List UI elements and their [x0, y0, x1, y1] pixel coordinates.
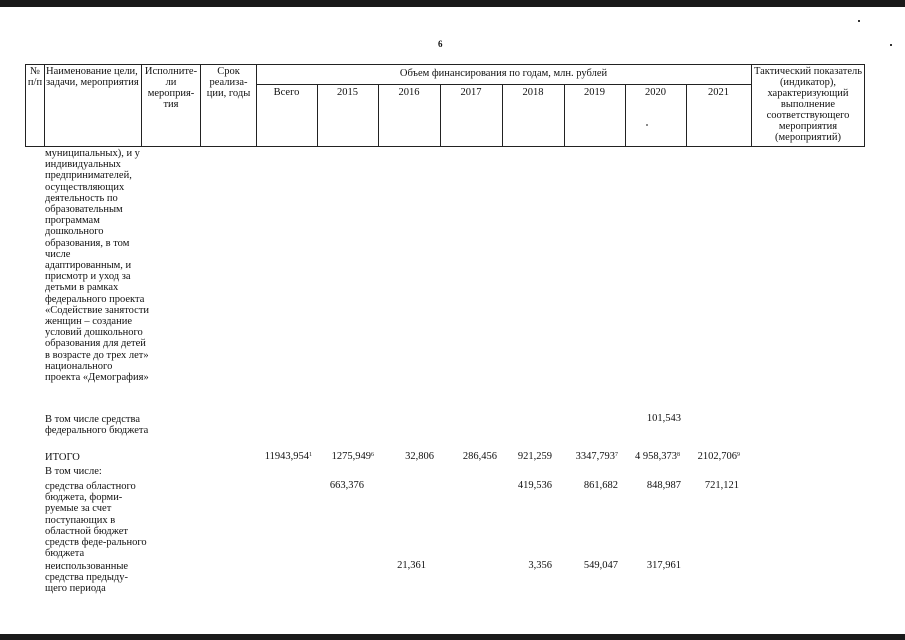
- header-year-2020: 2020: [645, 87, 666, 98]
- header-col-number: № п/п: [27, 66, 43, 88]
- continued-description: муниципальных), и у индивидуальных предпринимателей, осуществляющих деятельность по образовательным программам дошкольного образования, в том числе адаптированным, и присмотр и уход за детьми в рамках федерального проекта «Содействие занятости женщин – создание условий дошкольного образования для детей в возрасте до трех лет» национального проекта «Демография»: [45, 148, 150, 384]
- scan-speck: [858, 20, 860, 22]
- unused-funds-label: неиспользованные средства предыду-щего периода: [45, 561, 129, 595]
- itogo-2021: 2102,706$^9$: [697, 451, 740, 462]
- header-col-executors: Исполните-ли мероприя-тия: [144, 66, 198, 110]
- scan-top-border: [0, 0, 905, 7]
- itogo-label: ИТОГО: [45, 452, 80, 463]
- unused-2020: 317,961: [646, 560, 681, 571]
- grid-line: [44, 64, 45, 147]
- itogo-2017: 286,456: [462, 451, 497, 462]
- funding-sub-line: [256, 84, 751, 85]
- header-year-2019: 2019: [584, 87, 605, 98]
- unused-2019: 549,047: [583, 560, 618, 571]
- federal-budget-label: В том числе средства федерального бюджета: [45, 414, 149, 437]
- header-year-2021: 2021: [708, 87, 729, 98]
- federal-2020-value: 101,543: [646, 413, 681, 424]
- header-col-funding: Объем финансирования по годам, млн. рублей: [399, 68, 608, 79]
- itogo-2019: 3347,793$^7$: [575, 451, 618, 462]
- itogo-2018: 921,259: [517, 451, 552, 462]
- including-label: В том числе:: [45, 466, 102, 477]
- header-col-indicator: Тактический показатель (индикатор), характеризующий выполнение соответствующего мероприятия (мероприятий): [753, 66, 863, 143]
- itogo-2015: 1275,949$^6$: [331, 451, 374, 462]
- header-bottom-line: [25, 146, 864, 147]
- header-year-2018: 2018: [522, 87, 544, 98]
- scan-speck: [890, 44, 892, 46]
- header-year-2015: 2015: [337, 87, 358, 98]
- page-number: 6: [438, 39, 443, 49]
- grid-line: [864, 64, 865, 147]
- itogo-total: 11943,954$^1$: [264, 451, 312, 462]
- header-year-2017: 2017: [460, 87, 482, 98]
- header-top-line: [25, 64, 864, 65]
- header-col-term: Срок реализа-ции, годы: [206, 66, 251, 99]
- itogo-2016: 32,806: [405, 451, 434, 462]
- regional-2018: 419,536: [517, 480, 552, 491]
- regional-2015: 663,376: [329, 480, 364, 491]
- header-col-name: Наименование цели, задачи, мероприятия: [46, 66, 139, 88]
- scan-bottom-border: [0, 634, 905, 640]
- unused-2016: 21,361: [397, 560, 426, 571]
- regional-2020: 848,987: [646, 480, 681, 491]
- header-year-2016: 2016: [398, 87, 420, 98]
- scan-speck: [646, 124, 648, 126]
- header-col-total: Всего: [273, 87, 300, 98]
- regional-2019: 861,682: [583, 480, 618, 491]
- itogo-2020: 4 958,373$^8$: [635, 451, 680, 462]
- unused-2018: 3,356: [528, 560, 552, 571]
- regional-2021: 721,121: [704, 480, 739, 491]
- regional-budget-label: средства областного бюджета, форми-руемые за счет поступающих в областной бюджет средств феде-рального бюджета: [45, 481, 147, 560]
